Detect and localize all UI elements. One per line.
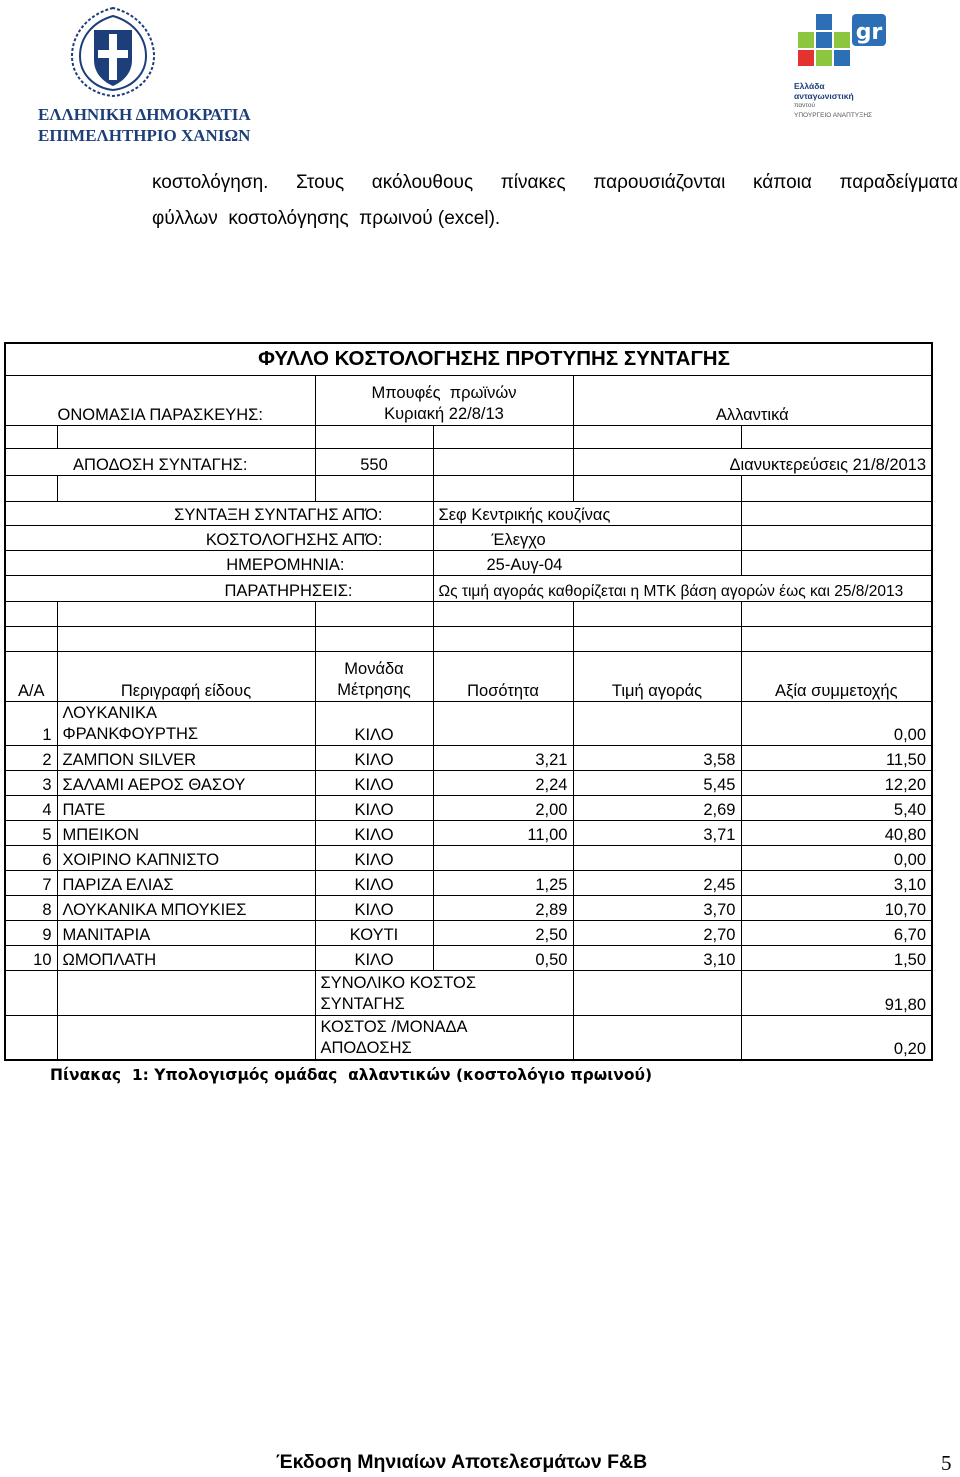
logo-caption-line4: ΥΠΟΥΡΓΕΙΟ ΑΝΑΠΤΥΞΗΣ bbox=[794, 112, 873, 119]
footer-text: Έκδοση Μηνιαίων Αποτελεσμάτων F&B bbox=[276, 1451, 648, 1473]
empty-row bbox=[5, 425, 932, 448]
org-name-line1: ΕΛΛΗΝΙΚΗ ΔΗΜΟΚΡΑΤΙΑ bbox=[38, 105, 251, 124]
costing-row bbox=[5, 525, 932, 550]
recipe-category: Αλλαντικά bbox=[573, 375, 932, 425]
row-qty: 3,21 bbox=[433, 745, 573, 770]
table-row bbox=[5, 945, 932, 970]
row-price: 3,10 bbox=[573, 945, 741, 970]
row-value: 12,20 bbox=[741, 770, 932, 795]
row-unit: ΚΙΛΟ bbox=[315, 770, 433, 795]
row-desc: ΠΑΤΕ bbox=[57, 795, 315, 820]
date-row bbox=[5, 550, 932, 575]
page-number: 5 bbox=[941, 1451, 952, 1475]
header-right bbox=[794, 6, 894, 121]
row-unit: ΚΙΛΟ bbox=[315, 945, 433, 970]
total-cost-value: 91,80 bbox=[741, 970, 932, 1015]
date-label: ΗΜΕΡΟΜΗΝΙΑ: bbox=[5, 550, 433, 575]
row-aa: 6 bbox=[5, 845, 57, 870]
notes-value: Ως τιμή αγοράς καθορίζεται η ΜΤΚ βάση αγορών έως και 25/8/2013 bbox=[433, 575, 932, 601]
intro-word: κάποια bbox=[752, 172, 812, 193]
row-value: 1,50 bbox=[741, 945, 932, 970]
intro-line2: φύλλων κοστολόγησης πρωινού (excel). bbox=[152, 208, 501, 229]
row-qty: 1,25 bbox=[433, 870, 573, 895]
row-aa: 4 bbox=[5, 795, 57, 820]
recipe-name-value-line1: Μπουφές πρωϊνών bbox=[371, 383, 517, 402]
row-desc bbox=[57, 701, 315, 745]
row-unit: ΚΟΥΤΙ bbox=[315, 920, 433, 945]
intro-word: Στους bbox=[296, 172, 345, 193]
intro-word: κοστολόγηση. bbox=[152, 172, 269, 193]
unit-cost-row bbox=[5, 1015, 932, 1060]
recipe-name-label: ΟΝΟΜΑΣΙΑ ΠΑΡΑΣΚΕΥΗΣ: bbox=[5, 375, 315, 425]
empty-row bbox=[5, 475, 932, 501]
table-row bbox=[5, 845, 932, 870]
logo-caption-line3: παντού bbox=[794, 102, 816, 109]
table-row bbox=[5, 895, 932, 920]
costing-value: Έλεγχο bbox=[433, 525, 741, 550]
col-header-price: Τιμή αγοράς bbox=[573, 651, 741, 701]
row-qty: 2,24 bbox=[433, 770, 573, 795]
row-qty: 2,89 bbox=[433, 895, 573, 920]
total-cost-label bbox=[315, 970, 573, 1015]
row-unit: ΚΙΛΟ bbox=[315, 820, 433, 845]
row-value: 0,00 bbox=[741, 845, 932, 870]
row-desc-line1: ΛΟΥΚΑΝΙΚΑ bbox=[62, 703, 158, 722]
row-value: 5,40 bbox=[741, 795, 932, 820]
row-unit: ΚΙΛΟ bbox=[315, 895, 433, 920]
row-price bbox=[573, 845, 741, 870]
row-qty: 2,50 bbox=[433, 920, 573, 945]
table-row bbox=[5, 745, 932, 770]
row-value: 0,00 bbox=[741, 701, 932, 745]
empty-row bbox=[5, 601, 932, 626]
col-header-unit-line2: Μέτρησης bbox=[337, 680, 411, 699]
row-unit: ΚΙΛΟ bbox=[315, 795, 433, 820]
notes-label: ΠΑΡΑΤΗΡΗΣΕΙΣ: bbox=[5, 575, 433, 601]
row-desc: ΠΑΡΙΖΑ ΕΛΙΑΣ bbox=[57, 870, 315, 895]
col-header-desc: Περιγραφή είδους bbox=[57, 651, 315, 701]
intro-paragraph bbox=[152, 165, 958, 237]
row-aa: 5 bbox=[5, 820, 57, 845]
row-unit: ΚΙΛΟ bbox=[315, 701, 433, 745]
row-qty: 2,00 bbox=[433, 795, 573, 820]
logo-caption bbox=[794, 81, 894, 121]
unit-cost-label-line2: ΑΠΟΔΟΣΗΣ bbox=[320, 1039, 412, 1057]
intro-word: ακόλουθους bbox=[371, 172, 474, 193]
notes-row bbox=[5, 575, 932, 601]
row-desc: ΜΠΕΙΚΟΝ bbox=[57, 820, 315, 845]
row-desc: ΛΟΥΚΑΝΙΚΑ ΜΠΟΥΚΙΕΣ bbox=[57, 895, 315, 920]
row-qty bbox=[433, 701, 573, 745]
row-aa: 7 bbox=[5, 870, 57, 895]
row-unit: ΚΙΛΟ bbox=[315, 870, 433, 895]
col-header-unit-line1: Μονάδα bbox=[344, 659, 404, 678]
yield-label: ΑΠΟΔΟΣΗ ΣΥΝΤΑΓΗΣ: bbox=[5, 448, 315, 475]
author-label: ΣΥΝΤΑΞΗ ΣΥΝΤΑΓΗΣ ΑΠΌ: bbox=[5, 501, 433, 525]
row-price: 3,58 bbox=[573, 745, 741, 770]
column-header-row bbox=[5, 651, 932, 701]
empty-row bbox=[5, 626, 932, 651]
intro-line1 bbox=[152, 165, 958, 201]
intro-word: πίνακες bbox=[500, 172, 566, 193]
yield-row bbox=[5, 448, 932, 475]
greek-coat-of-arms-logo bbox=[58, 4, 168, 99]
row-desc: ΩΜΟΠΛΑΤΗ bbox=[57, 945, 315, 970]
unit-cost-value: 0,20 bbox=[741, 1015, 932, 1060]
table-caption: Πίνακας 1: Υπολογισμός ομάδας αλλαντικών (κοστολόγιο πρωινού) bbox=[50, 1066, 653, 1084]
recipe-name-row bbox=[5, 375, 932, 425]
greece-competitive-logo bbox=[794, 6, 894, 74]
table-row bbox=[5, 701, 932, 745]
row-desc-line2: ΦΡΑΝΚΦΟΥΡΤΗΣ bbox=[62, 724, 199, 743]
row-unit: ΚΙΛΟ bbox=[315, 745, 433, 770]
costing-label: ΚΟΣΤΟΛΟΓΗΣΗΣ ΑΠΌ: bbox=[5, 525, 433, 550]
total-cost-label-line1: ΣΥΝΟΛΙΚΟ ΚΟΣΤΟΣ bbox=[320, 973, 477, 992]
table-row bbox=[5, 795, 932, 820]
author-row bbox=[5, 501, 932, 525]
date-value: 25-Αυγ-04 bbox=[433, 550, 741, 575]
row-qty bbox=[433, 845, 573, 870]
row-value: 6,70 bbox=[741, 920, 932, 945]
row-value: 10,70 bbox=[741, 895, 932, 920]
costing-sheet-table bbox=[4, 342, 933, 1061]
col-header-aa: Α/Α bbox=[5, 651, 57, 701]
recipe-name-value bbox=[315, 375, 573, 425]
table-row bbox=[5, 920, 932, 945]
row-desc: ΣΑΛΑΜΙ ΑΕΡΟΣ ΘΑΣΟΥ bbox=[57, 770, 315, 795]
row-price: 2,45 bbox=[573, 870, 741, 895]
author-value: Σεφ Κεντρικής κουζίνας bbox=[433, 501, 741, 525]
row-aa: 3 bbox=[5, 770, 57, 795]
row-price: 3,70 bbox=[573, 895, 741, 920]
row-price: 2,70 bbox=[573, 920, 741, 945]
row-value: 3,10 bbox=[741, 870, 932, 895]
row-qty: 0,50 bbox=[433, 945, 573, 970]
total-cost-row bbox=[5, 970, 932, 1015]
logo-gr-text: gr bbox=[855, 20, 883, 45]
table-row bbox=[5, 770, 932, 795]
row-aa: 1 bbox=[5, 701, 57, 745]
yield-value: 550 bbox=[315, 448, 433, 475]
table-row bbox=[5, 820, 932, 845]
logo-caption-line2: ανταγωνιστική bbox=[794, 91, 854, 101]
sheet-title-row bbox=[5, 343, 932, 375]
intro-word: παραδείγματα bbox=[839, 172, 958, 193]
row-value: 40,80 bbox=[741, 820, 932, 845]
row-desc: ΧΟΙΡΙΝΟ ΚΑΠΝΙΣΤΟ bbox=[57, 845, 315, 870]
unit-cost-label bbox=[315, 1015, 573, 1060]
row-aa: 10 bbox=[5, 945, 57, 970]
row-value: 11,50 bbox=[741, 745, 932, 770]
row-qty: 11,00 bbox=[433, 820, 573, 845]
row-price: 3,71 bbox=[573, 820, 741, 845]
logo-caption-line1: Ελλάδα bbox=[794, 81, 825, 91]
col-header-qty: Ποσότητα bbox=[433, 651, 573, 701]
row-price bbox=[573, 701, 741, 745]
row-aa: 8 bbox=[5, 895, 57, 920]
row-unit: ΚΙΛΟ bbox=[315, 845, 433, 870]
col-header-value: Αξία συμμετοχής bbox=[741, 651, 932, 701]
unit-cost-label-line1: ΚΟΣΤΟΣ /ΜΟΝΑΔΑ bbox=[320, 1018, 468, 1036]
row-price: 5,45 bbox=[573, 770, 741, 795]
row-desc: ΖΑΜΠΟΝ SILVER bbox=[57, 745, 315, 770]
col-header-unit bbox=[315, 651, 433, 701]
recipe-name-value-line2: Κυριακή 22/8/13 bbox=[384, 404, 504, 423]
total-cost-label-line2: ΣΥΝΤΑΓΗΣ bbox=[320, 994, 405, 1013]
sheet-title: ΦΥΛΛΟ ΚΟΣΤΟΛΟΓΗΣΗΣ ΠΡΟΤΥΠΗΣ ΣΥΝΤΑΓΗΣ bbox=[258, 347, 730, 371]
header-left bbox=[38, 4, 251, 146]
yield-note: Διανυκτερεύσεις 21/8/2013 bbox=[573, 448, 932, 475]
row-aa: 9 bbox=[5, 920, 57, 945]
intro-word: παρουσιάζονται bbox=[593, 172, 726, 193]
org-name-line2: ΕΠΙΜΕΛΗΤΗΡΙΟ ΧΑΝΙΩΝ bbox=[38, 126, 251, 145]
table-row bbox=[5, 870, 932, 895]
row-aa: 2 bbox=[5, 745, 57, 770]
row-desc: ΜΑΝΙΤΑΡΙΑ bbox=[57, 920, 315, 945]
row-price: 2,69 bbox=[573, 795, 741, 820]
